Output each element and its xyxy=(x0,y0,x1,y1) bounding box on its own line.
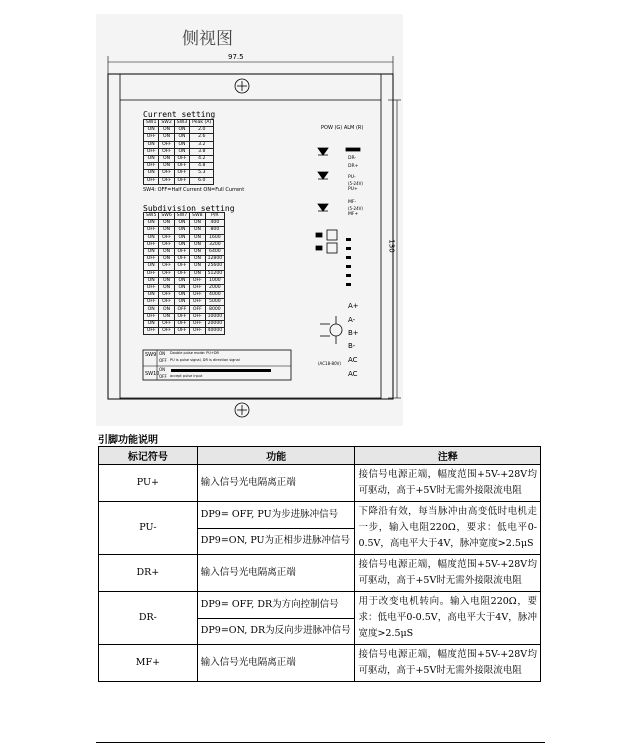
mini-table-row xyxy=(144,241,225,248)
mini-cell: ON xyxy=(190,256,205,263)
table-row xyxy=(99,645,541,682)
pin-note: 接信号电源正端，幅度范围+5V-+28V均可驱动，高于+5V时无需外接限流电阻 xyxy=(355,645,541,682)
mini-cell: ON xyxy=(174,227,189,234)
mini-cell: OFF xyxy=(144,313,159,320)
terminal-ac-1: AC xyxy=(348,356,358,364)
current-setting-table xyxy=(143,119,214,185)
mini-cell: ON xyxy=(144,263,159,270)
mini-header-cell: SW3 xyxy=(174,120,189,127)
mini-cell: ON xyxy=(144,220,159,227)
mini-table-row xyxy=(144,127,214,134)
mini-cell: 2.0 xyxy=(190,127,214,134)
mini-cell: ON xyxy=(174,241,189,248)
mini-cell: OFF xyxy=(190,277,205,284)
mini-table-row xyxy=(144,256,225,263)
mini-cell: ON xyxy=(144,292,159,299)
mini-cell: OFF xyxy=(190,306,205,313)
mini-cell: ON xyxy=(159,248,174,255)
mini-cell: ON xyxy=(144,170,159,177)
mini-cell: ON xyxy=(159,277,174,284)
mini-table-header xyxy=(144,213,225,220)
mini-cell: OFF xyxy=(159,299,174,306)
mini-cell: OFF xyxy=(159,170,174,177)
height-dimension: 130 xyxy=(387,239,396,253)
mini-table-row xyxy=(144,234,225,241)
terminal-b-minus: B- xyxy=(348,342,356,350)
mini-cell: OFF xyxy=(159,141,174,148)
mini-cell: 2000 xyxy=(205,284,225,291)
mini-cell: 4.8 xyxy=(190,163,214,170)
terminal-a-minus: A- xyxy=(348,316,356,324)
mini-cell: OFF xyxy=(190,284,205,291)
mini-table-row xyxy=(144,177,214,184)
mini-table-row xyxy=(144,141,214,148)
mini-cell: 51200 xyxy=(205,270,225,277)
sw9-off: OFF xyxy=(159,358,167,363)
side-view-drawing xyxy=(96,14,403,426)
pin-function-title: 引脚功能说明 xyxy=(98,435,158,446)
mini-table-row xyxy=(144,284,225,291)
mini-cell: ON xyxy=(159,220,174,227)
mini-cell: 25600 xyxy=(205,263,225,270)
mini-table-row xyxy=(144,313,225,320)
sw9-label: SW9 xyxy=(145,352,157,358)
mini-table-row xyxy=(144,170,214,177)
pin-symbol: DR+ xyxy=(99,555,198,592)
terminal-b-plus: B+ xyxy=(348,329,359,337)
pin-function: DP9=ON, DR为反向步进脉冲信号 xyxy=(197,618,355,645)
mini-table-row xyxy=(144,148,214,155)
pin-function: DP9= OFF, PU为步进脉冲信号 xyxy=(197,502,355,529)
table-row xyxy=(99,555,541,592)
terminal-mf-plus: MF+ xyxy=(348,212,359,217)
mini-cell: OFF xyxy=(144,328,159,335)
pin-function: DP9= OFF, DR为方向控制信号 xyxy=(197,592,355,619)
mini-cell: OFF xyxy=(159,234,174,241)
mini-cell: OFF xyxy=(174,320,189,327)
mini-cell: OFF xyxy=(190,292,205,299)
mini-cell: OFF xyxy=(174,313,189,320)
mini-cell: OFF xyxy=(159,148,174,155)
mini-cell: OFF xyxy=(159,320,174,327)
mini-cell: 6.0 xyxy=(190,177,214,184)
mini-cell: 3.2 xyxy=(190,141,214,148)
mini-header-cell: SW6 xyxy=(159,213,174,220)
mini-header-cell: SW1 xyxy=(144,120,159,127)
pin-function: 输入信号光电隔离正端 xyxy=(197,465,355,502)
mini-cell: 12800 xyxy=(205,256,225,263)
sw9-on-text: Double pulse mode: PU+DR xyxy=(170,351,219,355)
mini-cell: ON xyxy=(174,127,189,134)
mini-table-row xyxy=(144,299,225,306)
mini-cell: OFF xyxy=(174,328,189,335)
mini-cell: ON xyxy=(144,248,159,255)
mini-cell: ON xyxy=(174,220,189,227)
mini-cell: ON xyxy=(190,263,205,270)
sw10-off: OFF xyxy=(159,374,167,379)
mini-header-cell: P/R xyxy=(205,213,225,220)
mini-cell: OFF xyxy=(144,134,159,141)
sw9-on: ON xyxy=(159,351,166,356)
mini-table-row xyxy=(144,263,225,270)
mini-cell: ON xyxy=(174,284,189,291)
mini-cell: OFF xyxy=(174,263,189,270)
mini-cell: ON xyxy=(159,134,174,141)
table-header-row xyxy=(99,447,541,465)
pin-note: 接信号电源正端，幅度范围+5V-+28V均可驱动，高于+5V时无需外接限流电阻 xyxy=(355,555,541,592)
mini-cell: OFF xyxy=(144,177,159,184)
mini-table-row xyxy=(144,320,225,327)
mini-table-row xyxy=(144,306,225,313)
mini-cell: 10000 xyxy=(205,313,225,320)
mini-cell: OFF xyxy=(159,292,174,299)
mini-header-cell: Peak (A) xyxy=(190,120,214,127)
mini-header-cell: SW5 xyxy=(144,213,159,220)
mini-cell: 40000 xyxy=(205,328,225,335)
mini-cell: 400 xyxy=(205,220,225,227)
mini-cell: OFF xyxy=(159,263,174,270)
mini-cell: OFF xyxy=(144,299,159,306)
header-note: 注释 xyxy=(355,447,541,465)
table-row xyxy=(99,592,541,619)
mini-header-cell: SW2 xyxy=(159,120,174,127)
mini-cell: ON xyxy=(174,299,189,306)
terminal-ac-2: AC xyxy=(348,370,358,378)
mini-cell: ON xyxy=(159,256,174,263)
mini-cell: OFF xyxy=(144,256,159,263)
terminal-pu-voltage: (5-24V) xyxy=(348,181,363,186)
subdivision-setting-table xyxy=(143,212,225,335)
mini-cell: OFF xyxy=(190,320,205,327)
side-view-title: 侧视图 xyxy=(182,29,233,49)
mini-cell: 1000 xyxy=(205,277,225,284)
mini-cell: OFF xyxy=(159,328,174,335)
pin-symbol: PU+ xyxy=(99,465,198,502)
mini-cell: ON xyxy=(144,141,159,148)
table-row xyxy=(99,502,541,529)
mini-cell: OFF xyxy=(144,163,159,170)
mini-cell: OFF xyxy=(174,270,189,277)
header-symbol: 标记符号 xyxy=(99,447,198,465)
sw10-off-text: accept pulse input xyxy=(170,374,203,378)
terminal-dr-plus: DR+ xyxy=(348,164,359,169)
sw10-on: ON xyxy=(159,367,166,372)
terminal-mf-voltage: (5-24V) xyxy=(348,206,363,211)
terminal-pu-plus: PU+ xyxy=(348,187,358,192)
mini-cell: ON xyxy=(174,134,189,141)
ac-voltage-label: (AC18-80V) xyxy=(318,361,341,366)
pin-symbol: PU- xyxy=(99,502,198,555)
mini-cell: OFF xyxy=(174,177,189,184)
mini-cell: 20000 xyxy=(205,320,225,327)
mini-cell: 4000 xyxy=(205,292,225,299)
mini-cell: 5.3 xyxy=(190,170,214,177)
mini-table-row xyxy=(144,155,214,162)
mini-cell: ON xyxy=(174,234,189,241)
mini-cell: ON xyxy=(159,306,174,313)
sw9-off-text: PU is pulse signal, DR is direction signal xyxy=(170,358,240,362)
width-dimension: 97.5 xyxy=(228,53,244,61)
mini-header-cell: SW7 xyxy=(174,213,189,220)
mini-cell: OFF xyxy=(144,284,159,291)
terminal-dr-minus: DR- xyxy=(348,156,357,161)
mini-cell: ON xyxy=(190,220,205,227)
mini-cell: ON xyxy=(174,148,189,155)
pin-note: 下降沿有效，每当脉冲由高变低时电机走一步，输入电阻220Ω，要求：低电平0-0.5V，高电平大于4V，脉冲宽度>2.5μS xyxy=(355,502,541,555)
mini-cell: ON xyxy=(144,234,159,241)
mini-cell: OFF xyxy=(190,313,205,320)
mini-cell: OFF xyxy=(174,155,189,162)
mini-cell: ON xyxy=(190,270,205,277)
mini-cell: OFF xyxy=(174,306,189,313)
mini-cell: 5000 xyxy=(205,299,225,306)
mini-cell: OFF xyxy=(144,148,159,155)
mini-table-row xyxy=(144,270,225,277)
mini-cell: ON xyxy=(144,155,159,162)
mini-cell: 6400 xyxy=(205,248,225,255)
mini-cell: OFF xyxy=(159,177,174,184)
current-setting-title: Current setting xyxy=(143,110,216,119)
pin-symbol: MF+ xyxy=(99,645,198,682)
mini-cell: OFF xyxy=(190,299,205,306)
terminal-a-plus: A+ xyxy=(348,302,359,310)
mini-table-row xyxy=(144,134,214,141)
mini-table-row xyxy=(144,163,214,170)
mini-cell: OFF xyxy=(190,328,205,335)
subdivision-setting-title: Subdivision setting xyxy=(143,204,235,213)
mini-cell: ON xyxy=(190,248,205,255)
mini-header-cell: SW8 xyxy=(190,213,205,220)
mini-cell: ON xyxy=(159,227,174,234)
mini-cell: ON xyxy=(159,284,174,291)
sw4-note: SW4: OFF=Half Current ON=Full Current xyxy=(143,187,245,193)
mini-cell: ON xyxy=(174,292,189,299)
mini-cell: ON xyxy=(159,163,174,170)
mini-cell: 1600 xyxy=(205,234,225,241)
mini-cell: ON xyxy=(159,155,174,162)
mini-cell: ON xyxy=(174,141,189,148)
table-row xyxy=(99,465,541,502)
mini-cell: OFF xyxy=(159,241,174,248)
mini-cell: 3200 xyxy=(205,241,225,248)
mini-cell: ON xyxy=(190,234,205,241)
mini-cell: ON xyxy=(174,277,189,284)
pin-function: DP9=ON, PU为正相步进脉冲信号 xyxy=(197,528,355,555)
mini-table-row xyxy=(144,248,225,255)
mini-cell: 800 xyxy=(205,227,225,234)
mini-cell: OFF xyxy=(144,241,159,248)
mini-cell: OFF xyxy=(174,163,189,170)
mini-table-row xyxy=(144,220,225,227)
mini-cell: 2.6 xyxy=(190,134,214,141)
mini-cell: ON xyxy=(144,306,159,313)
mini-table-header xyxy=(144,120,214,127)
terminal-pu-minus: PU- xyxy=(348,175,356,180)
bottom-divider xyxy=(96,742,545,743)
mini-cell: 3.8 xyxy=(190,148,214,155)
mini-cell: OFF xyxy=(174,248,189,255)
pin-note: 用于改变电机转向。输入电阻220Ω，要求：低电平0-0.5V，高电平大于4V，脉冲宽度>2.5μS xyxy=(355,592,541,645)
mini-table-row xyxy=(144,277,225,284)
mini-cell: ON xyxy=(144,277,159,284)
terminal-mf-minus: MF- xyxy=(348,200,357,205)
pin-function: 输入信号光电隔离正端 xyxy=(197,555,355,592)
mini-table-row xyxy=(144,328,225,335)
mini-cell: OFF xyxy=(174,170,189,177)
mini-cell: 8000 xyxy=(205,306,225,313)
mini-cell: ON xyxy=(190,241,205,248)
mini-cell: ON xyxy=(190,227,205,234)
mini-cell: OFF xyxy=(174,256,189,263)
mini-cell: OFF xyxy=(144,270,159,277)
pin-symbol: DR- xyxy=(99,592,198,645)
mini-cell: ON xyxy=(159,127,174,134)
mini-cell: ON xyxy=(159,313,174,320)
mini-cell: ON xyxy=(144,320,159,327)
sw10-label: SW10 xyxy=(145,371,160,377)
header-function: 功能 xyxy=(197,447,355,465)
pin-note: 接信号电源正端，幅度范围+5V-+28V均可驱动，高于+5V时无需外接限流电阻 xyxy=(355,465,541,502)
mini-cell: OFF xyxy=(159,270,174,277)
mini-table-row xyxy=(144,227,225,234)
pin-function-table xyxy=(98,446,541,682)
mini-cell: OFF xyxy=(144,227,159,234)
pin-function: 输入信号光电隔离正端 xyxy=(197,645,355,682)
mini-cell: ON xyxy=(144,127,159,134)
pow-alm-label: POW (G) ALM (R) xyxy=(321,125,364,131)
mini-cell: 4.2 xyxy=(190,155,214,162)
mini-table-row xyxy=(144,292,225,299)
